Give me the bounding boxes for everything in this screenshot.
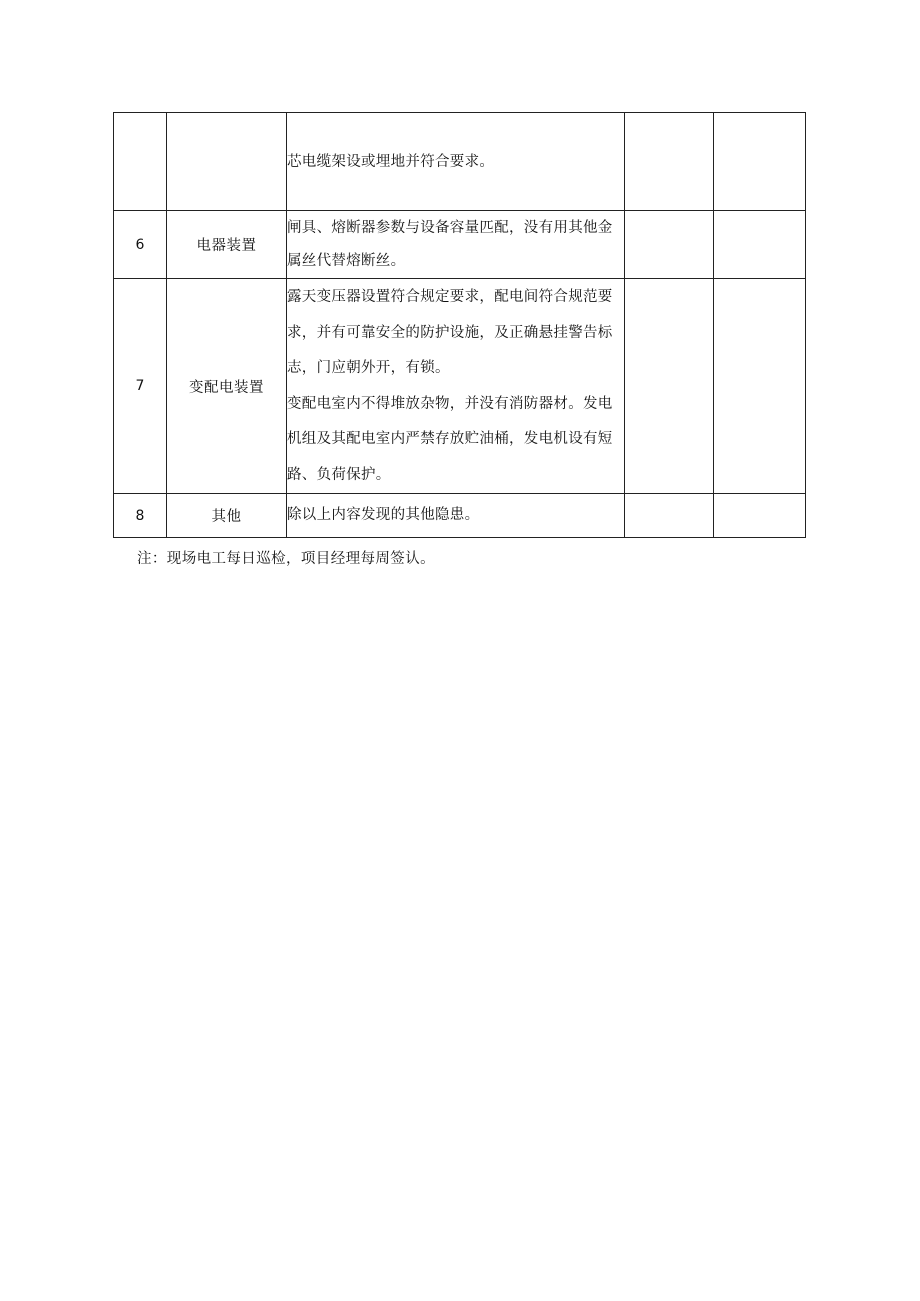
row-number: 6 (114, 211, 167, 279)
inspection-item: 变配电装置 (167, 279, 287, 494)
requirement-text: 变配电室内不得堆放杂物，并没有消防器材。发电机组及其配电室内严禁存放贮油桶，发电机设有短路、负荷保护。 (287, 395, 613, 483)
inspection-item: 电器装置 (167, 211, 287, 279)
inspection-requirement (287, 211, 625, 279)
table-row (114, 279, 806, 494)
inspection-requirement (287, 113, 625, 211)
result-cell (625, 494, 714, 538)
requirement-text: 除以上内容发现的其他隐患。 (287, 507, 480, 523)
result-cell (625, 211, 714, 279)
requirement-text: 闸具、熔断器参数与设备容量匹配，没有用其他金属丝代替熔断丝。 (287, 220, 613, 269)
footnote: 注：现场电工每日巡检，项目经理每周签认。 (137, 551, 435, 567)
result-cell (625, 113, 714, 211)
inspection-item: 其他 (167, 494, 287, 538)
result-cell (625, 279, 714, 494)
remark-cell (714, 113, 806, 211)
table-row (114, 494, 806, 538)
table-row (114, 211, 806, 279)
row-number: 7 (114, 279, 167, 494)
remark-cell (714, 279, 806, 494)
table-row (114, 113, 806, 211)
inspection-requirement (287, 279, 625, 494)
inspection-item (167, 113, 287, 211)
remark-cell (714, 211, 806, 279)
requirement-text: 芯电缆架设或埋地并符合要求。 (287, 153, 495, 170)
remark-cell (714, 494, 806, 538)
row-number: 8 (114, 494, 167, 538)
requirement-text: 露天变压器设置符合规定要求，配电间符合规范要求，并有可靠安全的防护设施，及正确悬挂警告标志，门应朝外开，有锁。 (287, 289, 613, 376)
inspection-requirement (287, 494, 625, 538)
inspection-table (113, 112, 806, 538)
row-number (114, 113, 167, 211)
